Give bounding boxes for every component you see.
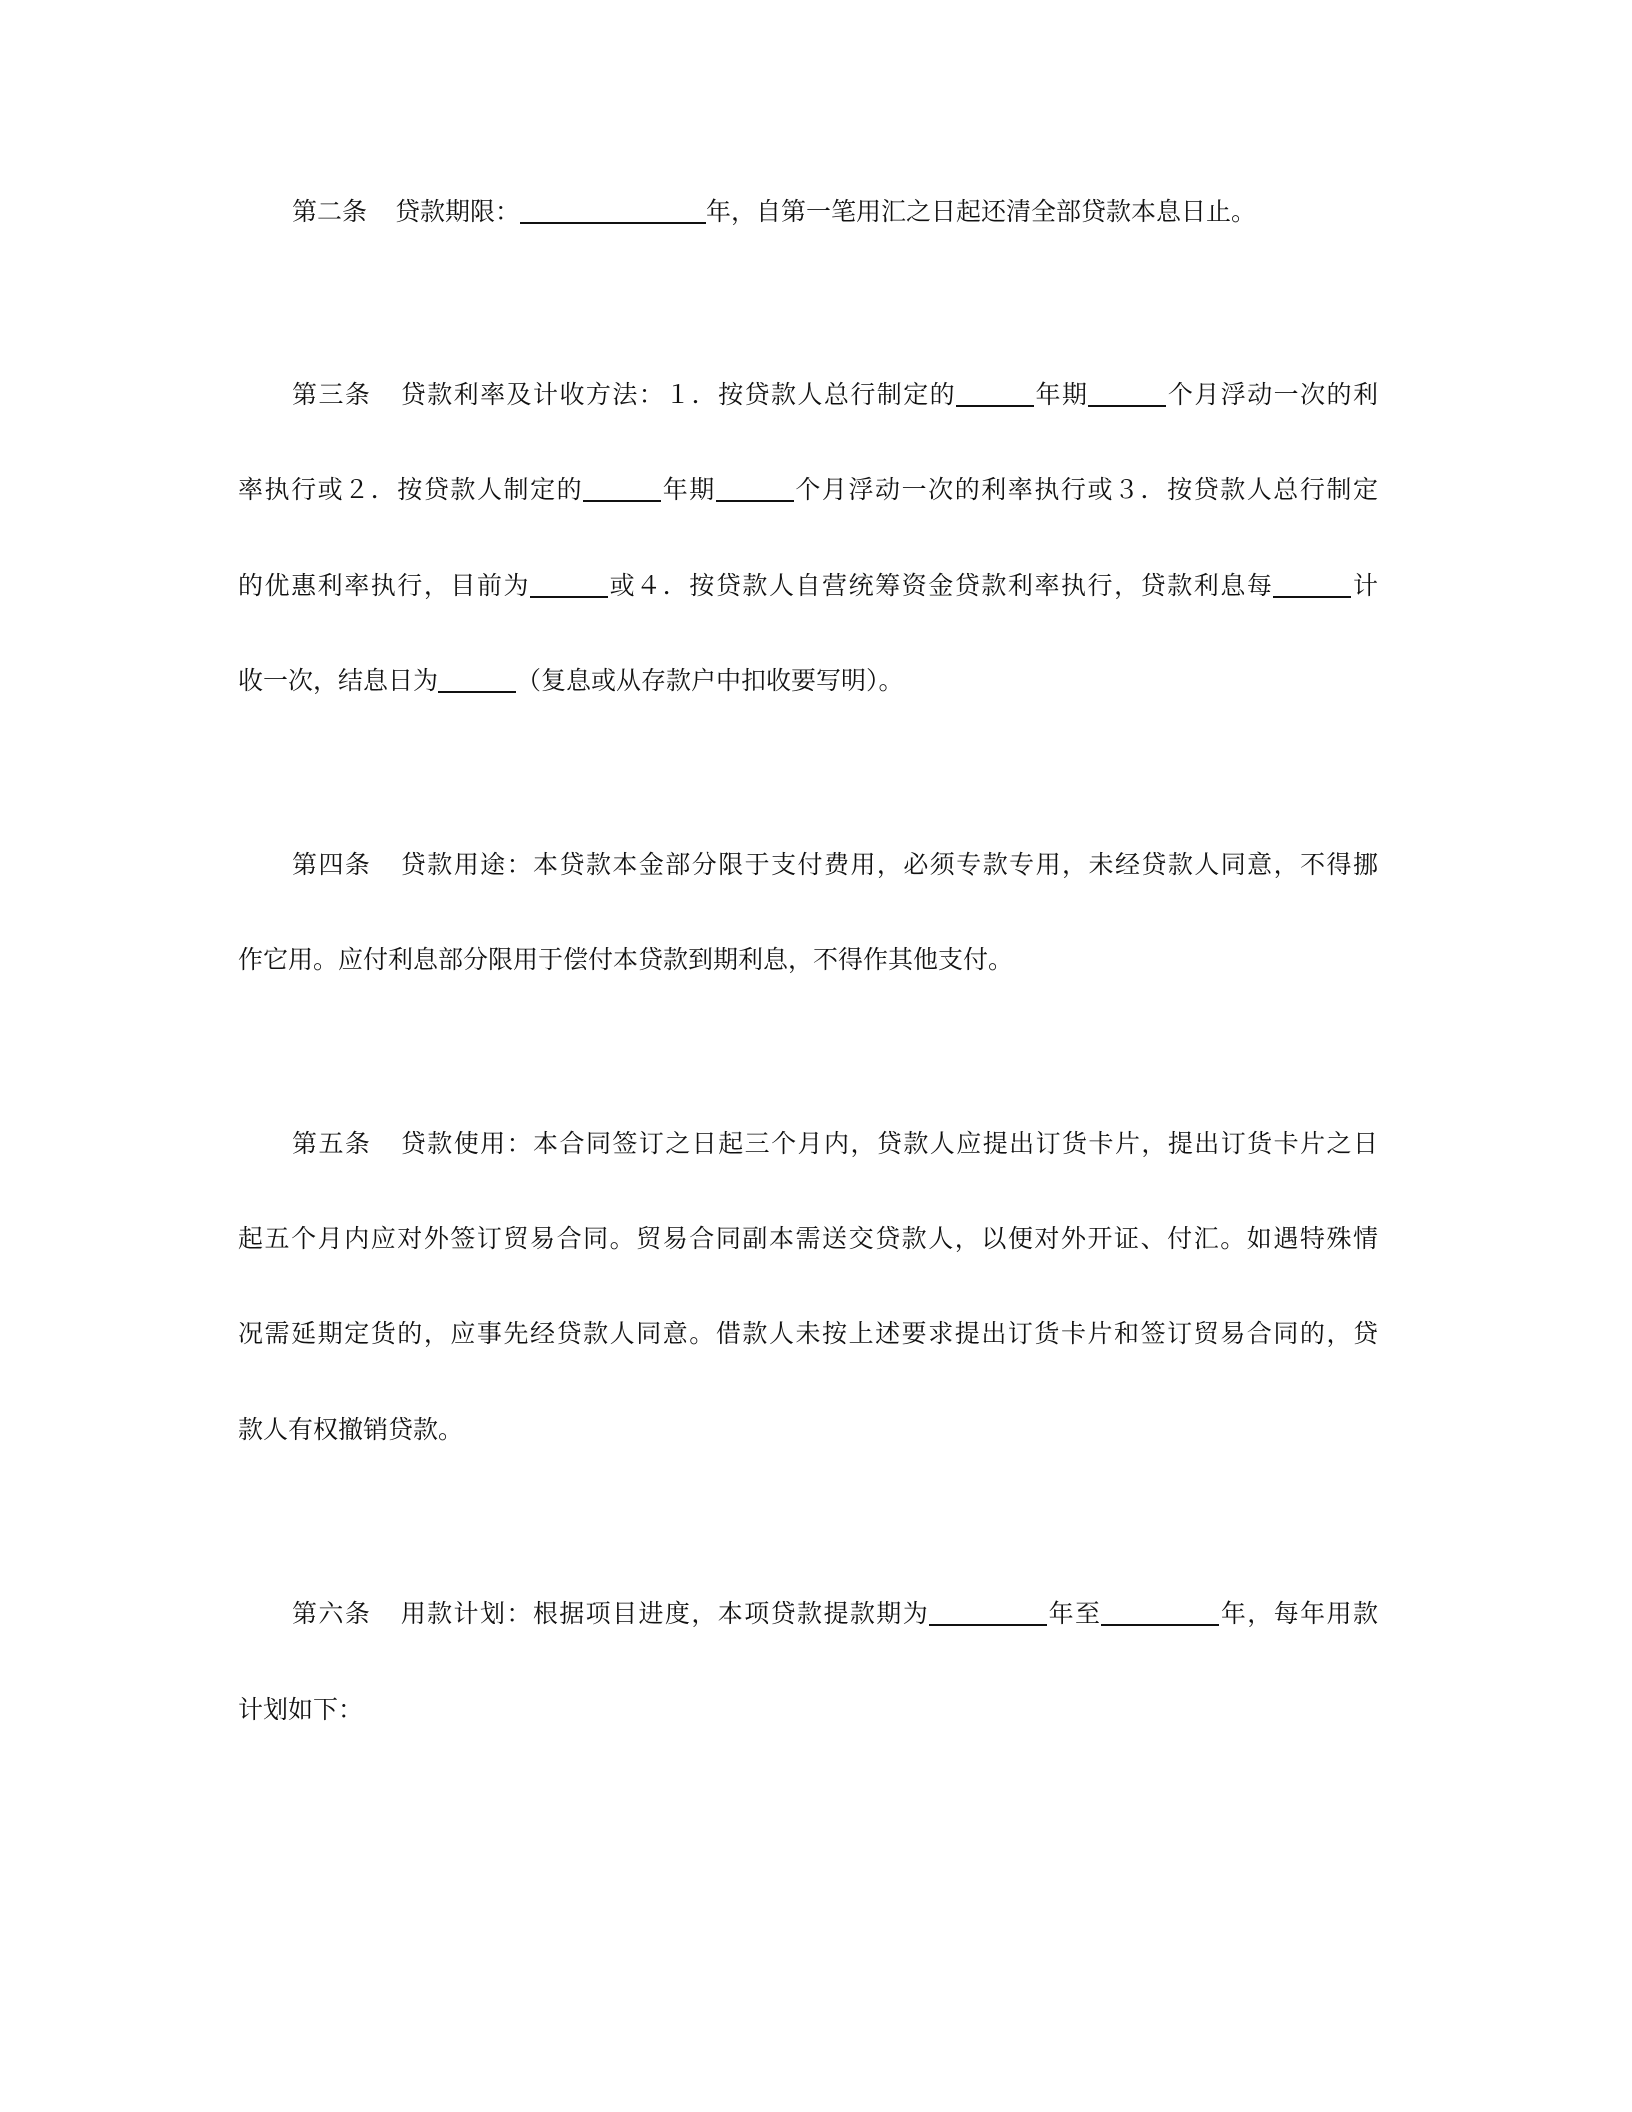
clause-2-label: 第二条 <box>292 197 368 226</box>
clause-2-line-1 <box>292 192 1378 232</box>
text-segment: 贷款用途：本贷款本金部分限于支付费用，必须专款专用，未经贷款人同意，不得挪 <box>399 850 1378 879</box>
text-segment: 年至 <box>1047 1599 1102 1628</box>
text-segment: 个月浮动一次的利 <box>1166 380 1378 409</box>
clause-3-line-2 <box>238 470 1378 510</box>
text-segment: 款人有权撤销贷款。 <box>238 1415 464 1444</box>
clause-4-label: 第四条 <box>292 850 372 879</box>
text-segment: 计划如下： <box>238 1695 364 1724</box>
loan-term-blank[interactable] <box>520 194 706 224</box>
text-segment: 个月浮动一次的利率执行或３．按贷款人总行制定 <box>793 475 1378 504</box>
clause-5-line-1 <box>292 1124 1378 1164</box>
interest-settlement-date-blank[interactable] <box>438 663 516 693</box>
text-segment: 用款计划：根据项目进度，本项贷款提款期为 <box>399 1599 930 1628</box>
text-segment: 况需延期定货的，应事先经贷款人同意。借款人未按上述要求提出订货卡片和签订贸易合同的，贷 <box>238 1319 1378 1348</box>
clause-3-line-4 <box>238 661 1378 701</box>
drawdown-end-year-blank[interactable] <box>1101 1596 1219 1626</box>
clause-5-line-2 <box>238 1219 1378 1259</box>
text-segment: 或４．按贷款人自营统筹资金贷款利率执行，贷款利息每 <box>608 571 1274 600</box>
clause-4-line-2 <box>238 940 1378 980</box>
text-segment: 贷款利率及计收方法：１．按贷款人总行制定的 <box>399 380 957 409</box>
drawdown-start-year-blank[interactable] <box>929 1596 1047 1626</box>
head-office-rate-years-blank[interactable] <box>956 377 1034 407</box>
lender-float-months-blank[interactable] <box>716 472 794 502</box>
text-segment: 贷款使用：本合同签订之日起三个月内，贷款人应提出订货卡片，提出订货卡片之日 <box>399 1129 1378 1158</box>
text-segment: 年期 <box>1034 380 1089 409</box>
clause-3-line-1 <box>292 375 1378 415</box>
text-segment: （复息或从存款户中扣收要写明）。 <box>516 666 904 695</box>
head-office-float-months-blank[interactable] <box>1088 377 1166 407</box>
clause-3-line-3 <box>238 566 1378 606</box>
clause-6-line-1 <box>292 1594 1378 1634</box>
clause-5-line-4 <box>238 1410 1378 1450</box>
lender-rate-years-blank[interactable] <box>583 472 661 502</box>
text-segment: 起五个月内应对外签订贸易合同。贸易合同副本需送交贷款人，以便对外开证、付汇。如遇特殊情 <box>238 1224 1378 1253</box>
interest-period-blank[interactable] <box>1273 568 1351 598</box>
clause-5-line-3 <box>238 1314 1378 1354</box>
clause-5-label: 第五条 <box>292 1129 372 1158</box>
text-segment: 年，自第一笔用汇之日起还清全部贷款本息日止。 <box>706 197 1257 226</box>
text-segment: 计 <box>1351 571 1378 600</box>
text-segment: 收一次，结息日为 <box>238 666 439 695</box>
text-segment: 作它用。应付利息部分限用于偿付本贷款到期利息，不得作其他支付。 <box>238 945 1014 974</box>
clause-6-label: 第六条 <box>292 1599 372 1628</box>
text-segment: 率执行或２．按贷款人制定的 <box>238 475 584 504</box>
text-segment: 年期 <box>661 475 716 504</box>
preferential-rate-blank[interactable] <box>530 568 608 598</box>
text-segment: 贷款期限： <box>395 197 521 226</box>
clause-4-line-1 <box>292 845 1378 885</box>
clause-6-line-2 <box>238 1690 1378 1730</box>
text-segment: 的优惠利率执行，目前为 <box>238 571 531 600</box>
clause-3-label: 第三条 <box>292 380 372 409</box>
text-segment: 年，每年用款 <box>1219 1599 1378 1628</box>
